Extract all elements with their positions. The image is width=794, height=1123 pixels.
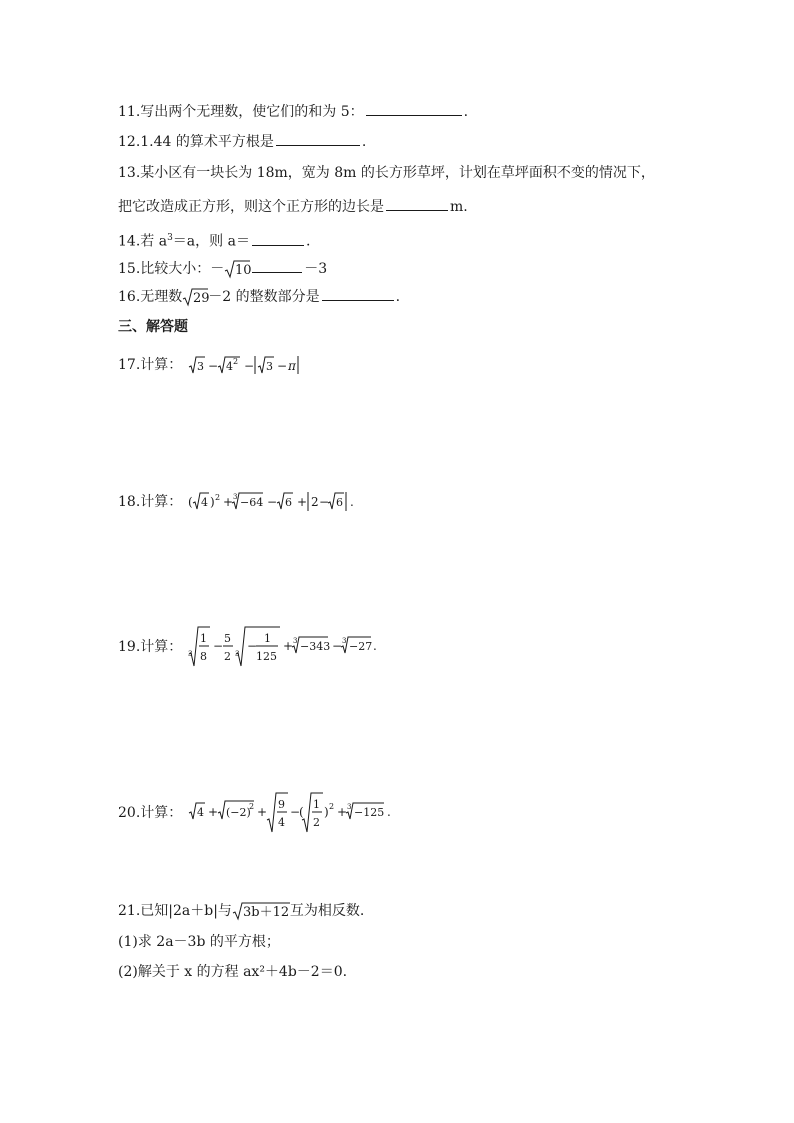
svg-text:9: 9 (278, 798, 286, 811)
svg-text:): ) (324, 805, 329, 819)
svg-text:125: 125 (256, 650, 278, 663)
svg-text:.: . (387, 805, 392, 819)
svg-text:2: 2 (329, 802, 335, 811)
problem-19-label: 19.计算： (118, 639, 183, 655)
question-16-mid: －2 的整数部分是 (208, 289, 320, 305)
answer-blank-15[interactable] (252, 258, 302, 273)
question-11 (118, 101, 468, 123)
radicand-10: 10 (235, 263, 252, 278)
problem-18 (118, 490, 378, 514)
svg-text:1: 1 (200, 632, 208, 645)
svg-text:(: ( (299, 805, 304, 819)
svg-text:4: 4 (226, 360, 234, 373)
problem-21-sub-1: (1)求 2a－3b 的平方根； (118, 934, 280, 950)
svg-text:.: . (373, 639, 378, 653)
problem-20 (118, 790, 418, 836)
svg-text:+: + (257, 805, 268, 819)
question-13-text: 把它改造成正方形，则这个正方形的边长是 (118, 199, 384, 215)
svg-text:5: 5 (224, 632, 232, 645)
svg-text:(: ( (188, 495, 193, 509)
svg-text:4: 4 (197, 806, 205, 819)
question-13-line-2 (118, 196, 468, 218)
problem-21-line-1 (118, 900, 364, 922)
problem-19 (118, 624, 408, 670)
svg-text:8: 8 (200, 650, 208, 663)
radicand-29: 29 (193, 291, 210, 306)
sqrt-3b-plus-12 (232, 901, 290, 921)
answer-blank-11[interactable] (366, 101, 462, 116)
answer-blank-13[interactable] (386, 196, 448, 211)
svg-text:−: − (213, 639, 224, 653)
svg-text:−: − (244, 359, 255, 373)
sqrt-29 (182, 287, 208, 307)
svg-text:6: 6 (336, 496, 344, 509)
question-15-text: 15.比较大小：－ (118, 261, 225, 277)
svg-text:3: 3 (347, 803, 352, 811)
svg-text:−: − (277, 359, 288, 373)
svg-text:−: − (247, 639, 258, 653)
svg-text:3: 3 (342, 637, 347, 645)
svg-text:+: + (223, 495, 234, 509)
formula-17 (188, 354, 316, 376)
svg-text:3: 3 (266, 360, 274, 373)
question-13-end: m. (450, 199, 468, 215)
svg-text:−: − (267, 495, 278, 509)
svg-text:−: − (332, 639, 343, 653)
question-14-prefix: 14.若 a (118, 233, 168, 250)
svg-text:3: 3 (197, 360, 205, 373)
svg-text:1: 1 (313, 798, 321, 811)
svg-text:3: 3 (233, 493, 238, 501)
question-12 (118, 131, 366, 153)
svg-text:(−2): (−2) (226, 806, 252, 819)
question-14 (118, 227, 310, 253)
question-14-exponent: 3 (167, 233, 173, 243)
problem-20-label: 20.计算： (118, 805, 183, 821)
section-title: 三、解答题 (118, 319, 188, 335)
formula-20 (188, 790, 418, 836)
problem-17-label: 17.计算： (118, 357, 183, 373)
question-14-mid: ＝a，则 a＝ (172, 233, 250, 250)
svg-text:1: 1 (264, 632, 272, 645)
sqrt-10 (224, 259, 250, 279)
question-16-end: . (395, 289, 401, 305)
problem-17 (118, 354, 316, 376)
svg-text:.: . (350, 495, 355, 509)
question-16-text: 16.无理数 (118, 289, 183, 305)
question-13-line-1: 13.某小区有一块长为 18m，宽为 8m 的长方形草坪，计划在草坪面积不变的情况下， (118, 165, 655, 181)
question-12-end: . (361, 134, 367, 150)
svg-text:+: + (297, 495, 308, 509)
svg-text:−: − (319, 495, 330, 509)
svg-text:π: π (288, 359, 297, 373)
question-11-text: 11.写出两个无理数，使它们的和为 5： (118, 104, 364, 120)
svg-text:+: + (283, 639, 294, 653)
svg-text:3: 3 (188, 650, 193, 658)
question-15 (118, 258, 327, 280)
svg-text:2: 2 (215, 493, 221, 502)
svg-text:−125: −125 (354, 806, 385, 819)
problem-18-label: 18.计算： (118, 494, 183, 510)
svg-text:2: 2 (313, 816, 321, 829)
problem-21-sub-2: (2)解关于 x 的方程 ax²＋4b－2＝0. (118, 964, 348, 980)
formula-18 (188, 490, 378, 514)
answer-blank-14[interactable] (252, 231, 304, 246)
svg-text:−: − (290, 805, 301, 819)
svg-text:4: 4 (278, 816, 286, 829)
svg-text:3: 3 (235, 650, 240, 658)
svg-text:−343: −343 (300, 640, 331, 653)
svg-text:−27: −27 (349, 640, 373, 653)
svg-text:−64: −64 (240, 496, 264, 509)
svg-text:−: − (208, 359, 219, 373)
svg-text:2: 2 (249, 802, 255, 811)
svg-text:): ) (210, 495, 215, 509)
svg-text:+: + (337, 805, 348, 819)
problem-21-text-a: 21.已知|2a＋b|与 (118, 903, 232, 919)
svg-text:4: 4 (201, 496, 209, 509)
question-15-end: －3 (304, 261, 328, 277)
answer-blank-12[interactable] (276, 131, 360, 146)
problem-21-text-b: 互为相反数. (289, 903, 365, 919)
svg-text:2: 2 (224, 650, 232, 663)
question-12-text: 12.1.44 的算术平方根是 (118, 134, 274, 150)
svg-text:+: + (208, 805, 219, 819)
svg-text:2: 2 (311, 495, 319, 509)
formula-19 (188, 624, 408, 670)
svg-text:6: 6 (285, 496, 293, 509)
answer-blank-16[interactable] (322, 286, 394, 301)
svg-text:2: 2 (233, 357, 239, 366)
question-14-end: . (305, 233, 311, 250)
question-16 (118, 286, 400, 308)
question-11-end: . (463, 104, 469, 120)
radicand-3b-plus-12: 3b＋12 (242, 905, 290, 920)
svg-text:3: 3 (293, 637, 298, 645)
